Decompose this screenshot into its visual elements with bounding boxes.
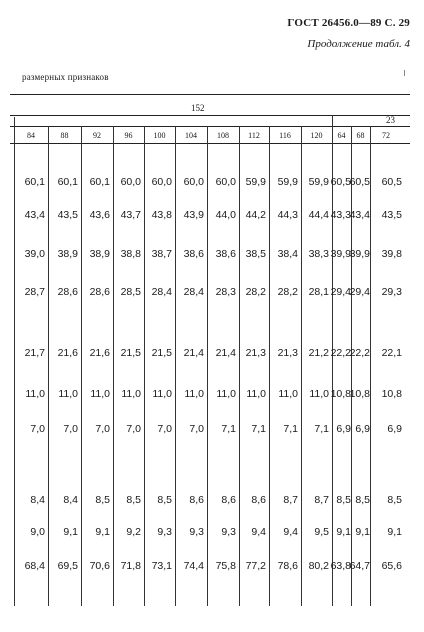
table-cell: 11,0 [278,388,298,400]
span-divider-rule [10,115,410,116]
table-cell: 9,0 [30,526,45,538]
table-cell: 39,0 [24,248,45,260]
table-cell: 8,7 [314,494,329,506]
table-cell: 44,0 [215,209,236,221]
table-cell: 11,0 [90,388,110,400]
table-cell: 65,6 [381,560,402,572]
table-cell: 38,3 [308,248,329,260]
span-label-23: 23 [386,115,395,125]
table-caption: размерных признаков [22,72,109,82]
column-rule [144,126,145,606]
table-cell: 69,5 [57,560,78,572]
table-cell: 59,9 [277,176,298,188]
table-cell: 60,1 [89,176,110,188]
table-cell: 60,5 [330,176,351,188]
table-cell: 63,8 [330,560,351,572]
column-rule [269,126,270,606]
table-cell: 29,4 [330,286,351,298]
table-cell: 11,0 [216,388,236,400]
column-header: 104 [185,131,197,140]
table-cell: 11,0 [121,388,141,400]
table-cell: 9,2 [126,526,141,538]
table-cell: 73,1 [151,560,172,572]
table-cell: 60,0 [215,176,236,188]
table-cell: 9,4 [251,526,266,538]
table-cell: 8,5 [157,494,172,506]
column-header: 120 [310,131,323,140]
column-header: 92 [93,131,101,140]
table-cell: 8,5 [126,494,141,506]
table-cell: 43,5 [57,209,78,221]
table-cell: 22,2 [330,347,351,359]
column-rule [113,126,114,606]
header-bottom-rule [10,143,410,144]
table-cell: 74,4 [183,560,204,572]
table-cell: 8,6 [189,494,204,506]
table-cell: 60,5 [381,176,402,188]
table-cell: 59,9 [308,176,329,188]
table-cell: 38,6 [183,248,204,260]
table-cell: 9,1 [336,526,351,538]
header-top-rule [10,126,410,127]
column-header: 68 [356,131,365,140]
column-rule [332,126,333,606]
table-cell: 10,8 [330,388,351,400]
table-cell: 8,6 [221,494,236,506]
table-cell: 9,3 [189,526,204,538]
table-cell: 29,4 [349,286,370,298]
table-cell: 28,4 [151,286,172,298]
table-cell: 11,0 [246,388,266,400]
table-cell: 68,4 [24,560,45,572]
table-cell: 9,1 [95,526,110,538]
table-cell: 38,4 [277,248,298,260]
table-cell: 7,0 [30,423,45,435]
table-cell: 71,8 [120,560,141,572]
table-cell: 38,9 [57,248,78,260]
table-cell: 21,5 [151,347,172,359]
margin-mark [404,70,405,76]
table-cell: 38,8 [120,248,141,260]
table-cell: 28,5 [120,286,141,298]
table-cell: 28,2 [245,286,266,298]
table-cell: 21,3 [277,347,298,359]
table-cell: 6,9 [336,423,351,435]
column-header: 116 [279,131,291,140]
table-cell: 70,6 [89,560,110,572]
table-cell: 28,2 [277,286,298,298]
table-cell: 38,6 [215,248,236,260]
table-cell: 8,4 [30,494,45,506]
table-cell: 44,2 [245,209,266,221]
table-cell: 8,5 [336,494,351,506]
table-cell: 7,0 [189,423,204,435]
table-cell: 11,0 [58,388,78,400]
column-header: 108 [217,131,229,140]
table-cell: 80,2 [308,560,329,572]
column-header: 72 [382,131,390,140]
table-cell: 22,1 [381,347,402,359]
table-cell: 38,7 [151,248,172,260]
table-cell: 60,0 [151,176,172,188]
table-cell: 6,9 [355,423,370,435]
table-cell: 11,0 [184,388,204,400]
table-cell: 21,4 [183,347,204,359]
page-header: ГОСТ 26456.0—89 С. 29 [287,17,410,29]
column-rule [175,126,176,606]
column-header: 84 [27,131,35,140]
table-cell: 44,4 [308,209,329,221]
table-cell: 11,0 [152,388,172,400]
table-cell: 28,1 [308,286,329,298]
table-cell: 60,5 [349,176,370,188]
table-cell: 9,3 [157,526,172,538]
table-cell: 43,5 [381,209,402,221]
table-cell: 21,6 [57,347,78,359]
table-cell: 8,5 [387,494,402,506]
table-cell: 7,0 [126,423,141,435]
table-cell: 21,7 [24,347,45,359]
table-top-rule [10,94,410,95]
table-cell: 28,6 [57,286,78,298]
table-cell: 7,0 [157,423,172,435]
table-cell: 59,9 [245,176,266,188]
column-rule [81,126,82,606]
table-cell: 28,3 [215,286,236,298]
column-rule [370,126,371,606]
column-header: 96 [124,131,133,140]
column-rule [207,126,208,606]
table-cell: 38,9 [89,248,110,260]
table-cell: 21,3 [245,347,266,359]
table-cell: 43,4 [24,209,45,221]
table-cell: 43,7 [120,209,141,221]
table-cell: 7,1 [283,423,298,435]
table-cell: 10,8 [381,388,402,400]
table-cell: 75,8 [215,560,236,572]
table-cell: 21,6 [89,347,110,359]
table-cell: 64,7 [349,560,370,572]
column-header: 100 [153,131,166,140]
table-cell: 39,9 [349,248,370,260]
table-cell: 7,1 [314,423,329,435]
table-cell: 9,1 [355,526,370,538]
table-cell: 39,8 [381,248,402,260]
table-cell: 6,9 [387,423,402,435]
table-cell: 21,2 [308,347,329,359]
table-cell: 29,3 [381,286,402,298]
table-cell: 8,5 [355,494,370,506]
table-cell: 60,0 [183,176,204,188]
table-continuation-label: Продолжение табл. 4 [307,38,410,50]
table-cell: 77,2 [245,560,266,572]
column-rule [239,126,240,606]
table-cell: 44,3 [277,209,298,221]
table-cell: 7,1 [221,423,236,435]
table-cell: 9,3 [221,526,236,538]
column-header: 112 [248,131,260,140]
column-header: 88 [60,131,69,140]
table-cell: 11,0 [25,388,45,400]
span-separator [332,115,333,126]
table-cell: 8,6 [251,494,266,506]
table-cell: 9,4 [283,526,298,538]
table-cell: 38,5 [245,248,266,260]
table-cell: 7,0 [95,423,110,435]
column-rule [351,126,352,606]
column-rule [48,126,49,606]
table-cell: 28,7 [24,286,45,298]
table-cell: 39,9 [330,248,351,260]
table-cell: 21,4 [215,347,236,359]
table-cell: 43,8 [151,209,172,221]
table-cell: 60,0 [120,176,141,188]
table-cell: 28,6 [89,286,110,298]
span-label-152: 152 [191,103,205,113]
column-header: 64 [337,131,346,140]
table-cell: 9,5 [314,526,329,538]
table-cell: 43,3 [330,209,351,221]
table-cell: 9,1 [63,526,78,538]
table-cell: 8,5 [95,494,110,506]
table-cell: 9,1 [387,526,402,538]
table-cell: 10,8 [349,388,370,400]
table-cell: 43,4 [349,209,370,221]
table-cell: 28,4 [183,286,204,298]
table-cell: 60,1 [57,176,78,188]
table-cell: 7,1 [251,423,266,435]
table-cell: 21,5 [120,347,141,359]
table-cell: 11,0 [309,388,329,400]
column-rule [14,126,15,606]
table-cell: 78,6 [277,560,298,572]
table-cell: 22,2 [349,347,370,359]
table-cell: 8,4 [63,494,78,506]
table-cell: 43,6 [89,209,110,221]
table-cell: 60,1 [24,176,45,188]
table-cell: 43,9 [183,209,204,221]
column-rule [301,126,302,606]
table-cell: 7,0 [63,423,78,435]
table-cell: 8,7 [283,494,298,506]
